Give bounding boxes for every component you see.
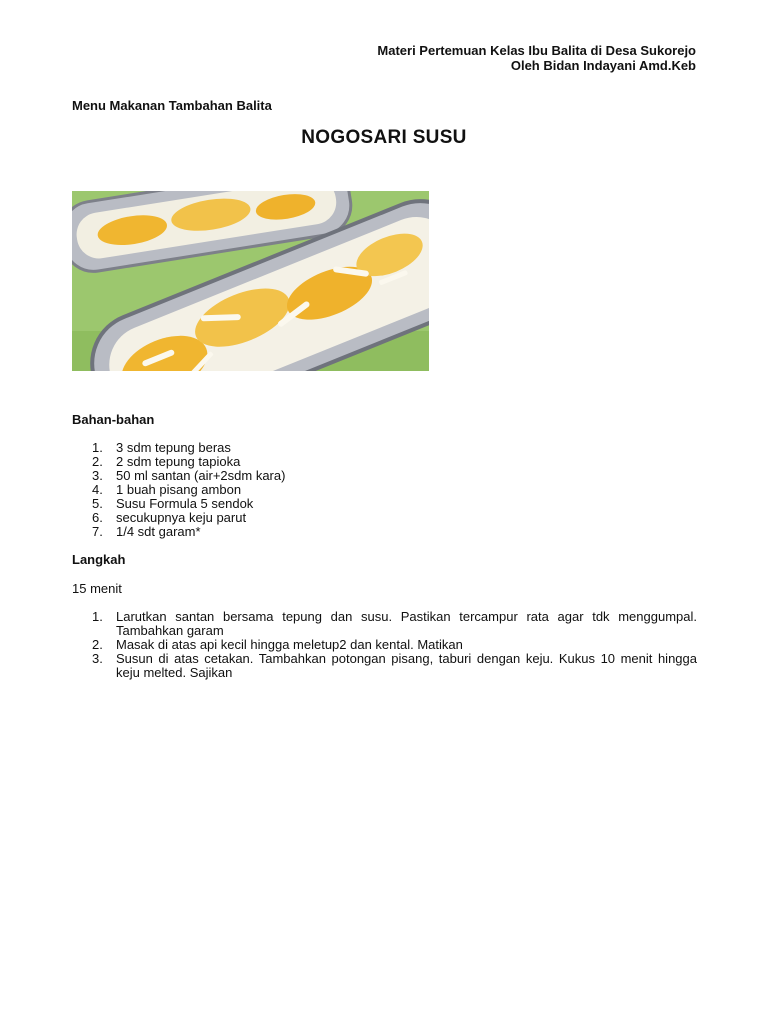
list-item: 6. secukupnya keju parut [92,510,247,525]
header-line-2: Oleh Bidan Indayani Amd.Keb [510,58,696,73]
list-item: 3. Susun di atas cetakan. Tambahkan potongan pisang, taburi dengan keju. Kukus 10 menit hingga keju melted. Sajikan [92,651,697,680]
step-text: Susun di atas cetakan. Tambahkan potongan pisang, taburi dengan keju. Kukus 10 menit hingga keju melted. Sajikan [116,651,697,680]
document-header [377,43,696,73]
ingredients-heading: Bahan-bahan [72,412,155,427]
ingredients-list [72,441,372,539]
steps-list [72,610,697,680]
ingredient-text: Susu Formula 5 sendok [116,496,254,511]
recipe-title: NOGOSARI SUSU [301,127,467,148]
list-item: 4. 1 buah pisang ambon [92,482,242,497]
list-item: 3. 50 ml santan (air+2sdm kara) [92,468,286,483]
steps-heading: Langkah [72,552,126,567]
list-item: 2. 2 sdm tepung tapioka [92,454,241,469]
ingredient-text: 1/4 sdt garam* [116,524,201,539]
ingredient-text: secukupnya keju parut [116,510,247,525]
list-item: 2. Masak di atas api kecil hingga meletup2 dan kental. Matikan [72,638,697,652]
ingredient-text: 3 sdm tepung beras [116,440,231,455]
cooking-duration: 15 menit [72,581,122,596]
ingredient-text: 2 sdm tepung tapioka [116,454,241,469]
list-item: 1. 3 sdm tepung beras [92,440,231,455]
menu-subtitle: Menu Makanan Tambahan Balita [72,98,272,113]
list-item: 5. Susu Formula 5 sendok [92,496,254,511]
ingredient-text: 1 buah pisang ambon [116,482,242,497]
step-text: Masak di atas api kecil hingga meletup2 dan kental. Matikan [116,637,463,652]
list-item: 1. Larutkan santan bersama tepung dan susu. Pastikan tercampur rata agar tdk menggumpal. Tambahkan garam [92,609,697,638]
list-item: 7. 1/4 sdt garam* [92,524,201,539]
header-line-1: Materi Pertemuan Kelas Ibu Balita di Desa Sukorejo [377,43,696,58]
recipe-photo [72,191,429,371]
step-text: Larutkan santan bersama tepung dan susu. Pastikan tercampur rata agar tdk menggumpal. Tambahkan garam [116,609,697,638]
nogosari-photo-illustration [72,191,429,371]
ingredient-text: 50 ml santan (air+2sdm kara) [116,468,286,483]
